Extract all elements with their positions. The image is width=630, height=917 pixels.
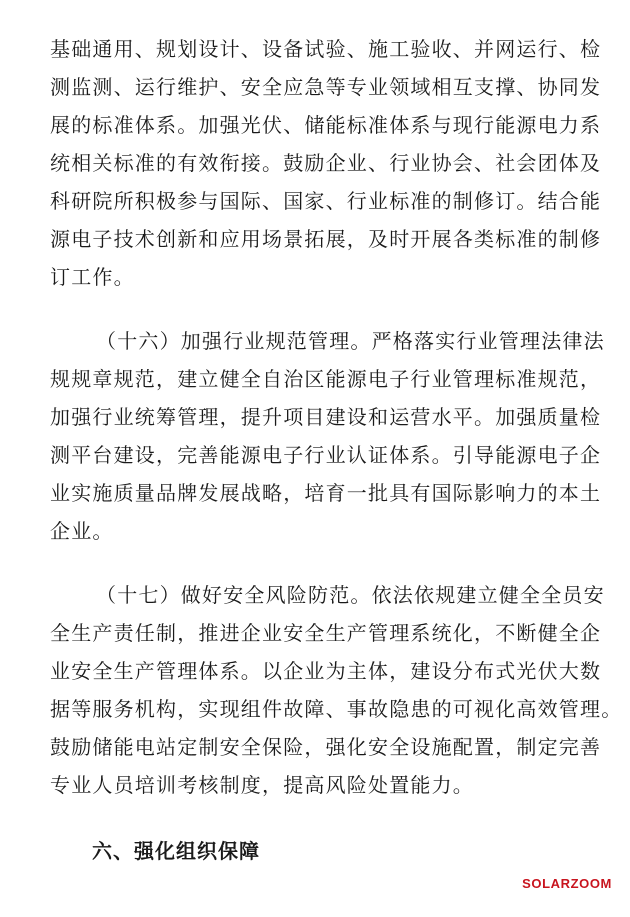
- section-heading: 六、强化组织保障: [92, 839, 260, 863]
- text-line: 据等服务机构，实现组件故障、事故隐患的可视化高效管理。: [50, 697, 623, 721]
- text-line: 基础通用、规划设计、设备试验、施工验收、并网运行、检: [50, 37, 602, 61]
- text-line: 鼓励储能电站定制安全保险，强化安全设施配置，制定完善: [50, 735, 602, 759]
- text-line: 企业。: [50, 519, 114, 543]
- text-line: 全生产责任制，推进企业安全生产管理系统化，不断健全企: [50, 621, 602, 645]
- text-line: （十六）加强行业规范管理。严格落实行业管理法律法: [96, 329, 605, 353]
- text-line: 加强行业统筹管理，提升项目建设和运营水平。加强质量检: [50, 405, 602, 429]
- text-line: 源电子技术创新和应用场景拓展，及时开展各类标准的制修: [50, 227, 602, 251]
- watermark-logo: SOLARZOOM: [522, 876, 612, 891]
- text-line: 测平台建设，完善能源电子行业认证体系。引导能源电子企: [50, 443, 602, 467]
- text-line: 业安全生产管理体系。以企业为主体，建设分布式光伏大数: [50, 659, 602, 683]
- text-line: （十七）做好安全风险防范。依法依规建立健全全员安: [96, 583, 605, 607]
- text-line: 业实施质量品牌发展战略，培育一批具有国际影响力的本土: [50, 481, 602, 505]
- text-line: 测监测、运行维护、安全应急等专业领域相互支撑、协同发: [50, 75, 602, 99]
- text-line: 展的标准体系。加强光伏、储能标准体系与现行能源电力系: [50, 113, 602, 137]
- text-line: 订工作。: [50, 265, 135, 289]
- text-line: 统相关标准的有效衔接。鼓励企业、行业协会、社会团体及: [50, 151, 602, 175]
- text-line: 科研院所积极参与国际、国家、行业标准的制修订。结合能: [50, 189, 602, 213]
- text-line: 规规章规范，建立健全自治区能源电子行业管理标准规范，: [50, 367, 602, 391]
- text-line: 专业人员培训考核制度，提高风险处置能力。: [50, 773, 474, 797]
